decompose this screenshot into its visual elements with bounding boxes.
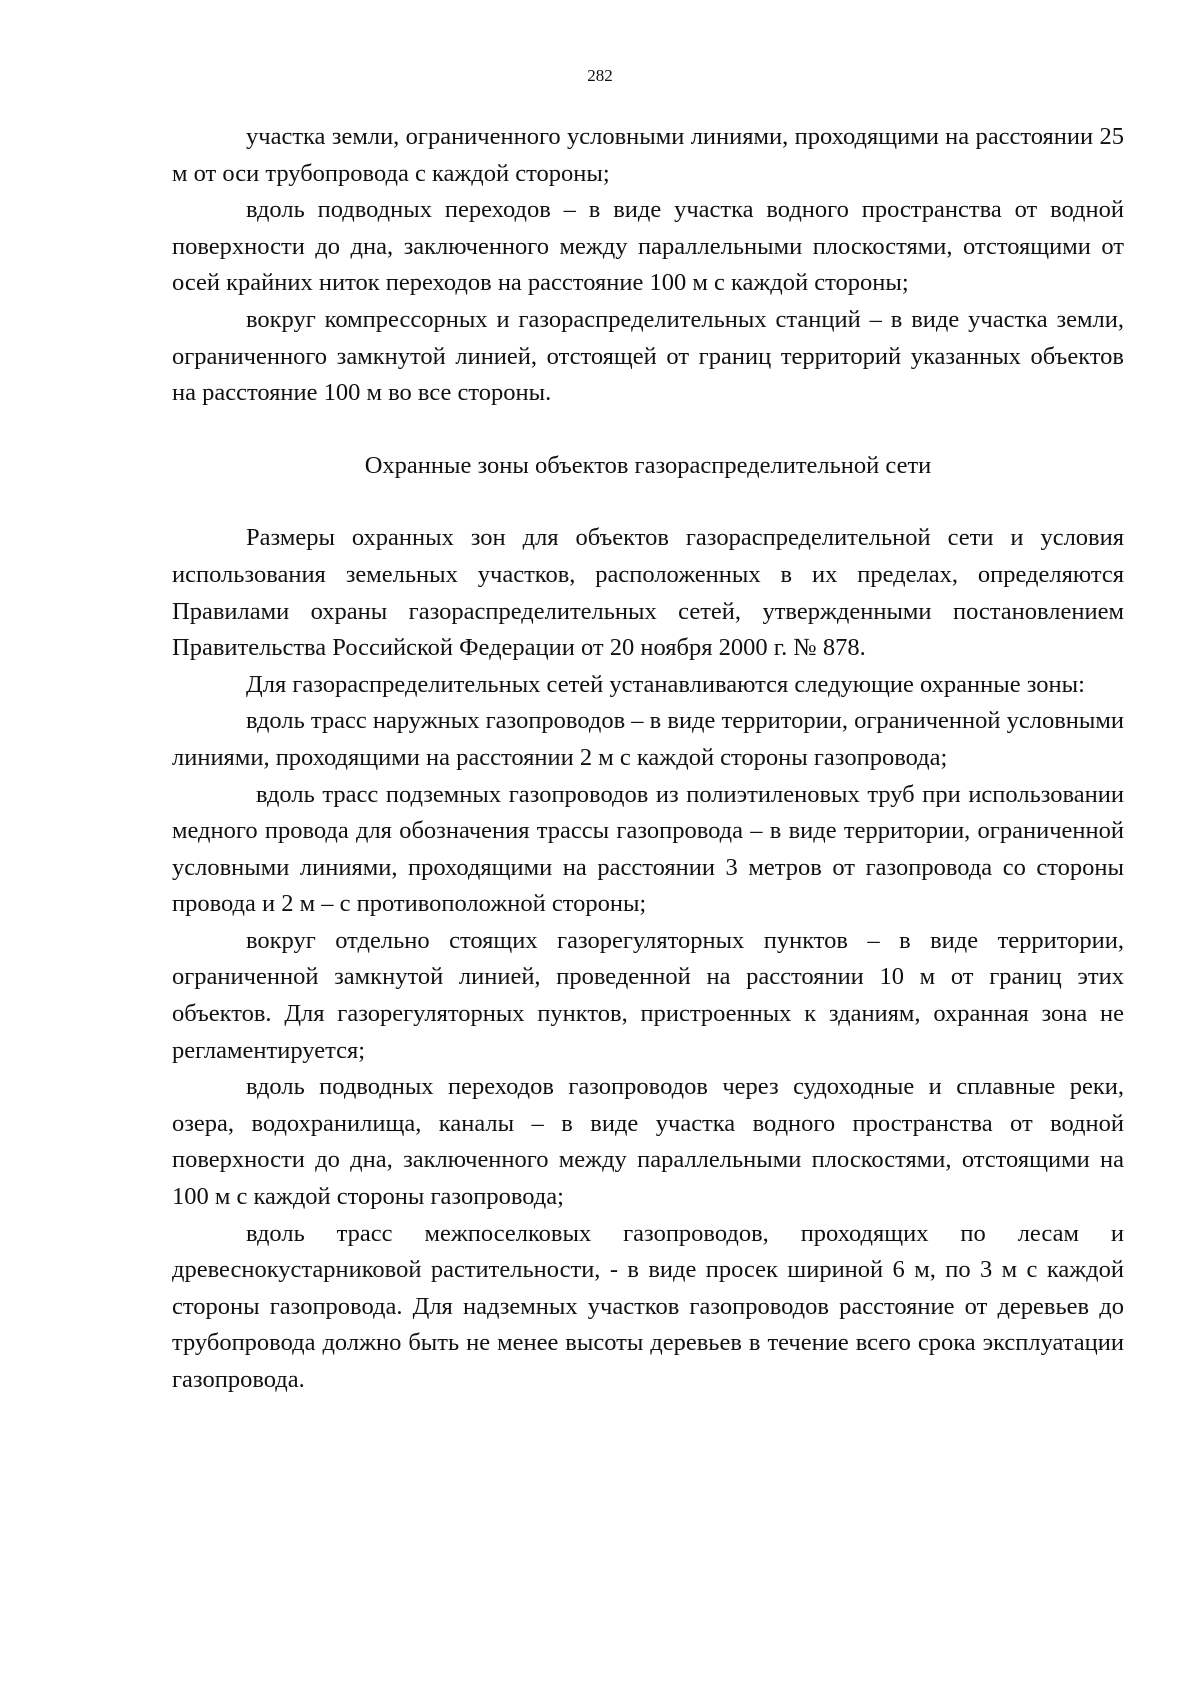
page-body (172, 119, 1124, 1399)
paragraph-zone-sizes: Размеры охранных зон для объектов газораспределительной сети и условия использования земельных участков, расположенных в их пределах, определяются Правилами охраны газораспределительных сетей, утвержденными постановлением Правительства Российской Федерации от 20 ноября 2000 г. № 878. (172, 524, 1124, 662)
paragraph-external-pipelines: вдоль трасс наружных газопроводов – в виде территории, ограниченной условными линиями, проходящими на расстоянии 2 м с каждой стороны газопровода; (172, 707, 1124, 771)
paragraph-pipeline-land-strip: участка земли, ограниченного условными линиями, проходящими на расстоянии 25 м от оси трубопровода с каждой стороны; (172, 123, 1124, 187)
section-heading: Охранные зоны объектов газораспределительной сети (364, 451, 932, 479)
paragraph-zones-intro: Для газораспределительных сетей устанавливаются следующие охранные зоны: (246, 670, 1085, 698)
paragraph-underwater-crossings: вдоль подводных переходов – в виде участка водного пространства от водной поверхности до дна, заключенного между параллельными плоскостями, отстоящими от осей крайних ниток переходов на расстояние 100 м с каждой стороны; (172, 196, 1124, 297)
page-number: 282 (587, 66, 613, 85)
paragraph-polyethylene-pipelines: вдоль трасс подземных газопроводов из полиэтиленовых труб при использовании медного провода для обозначения трассы газопровода – в виде территории, ограниченной условными линиями, проходящими на расстоянии 3 метров от газопровода со стороны провода и 2 м – с противоположной стороны; (172, 780, 1124, 918)
paragraph-compressor-stations: вокруг компрессорных и газораспределительных станций – в виде участка земли, ограниченного замкнутой линией, отстоящей от границ территорий указанных объектов на расстояние 100 м во все стороны. (172, 305, 1124, 407)
paragraph-river-crossings: вдоль подводных переходов газопроводов через судоходные и сплавные реки, озера, водохранилища, каналы – в виде участка водного пространства от водной поверхности до дна, заключенного между параллельными плоскостями, отстоящими на 100 м с каждой стороны газопровода; (172, 1073, 1124, 1211)
paragraph-forest-pipelines: вдоль трасс межпоселковых газопроводов, проходящих по лесам и древеснокустарниковой растительности, - в виде просек шириной 6 м, по 3 м с каждой стороны газопровода. Для надземных участков газопроводов расстояние от деревьев до трубопровода должно быть не менее высоты деревьев в течение всего срока эксплуатации газопровода. (172, 1219, 1124, 1393)
paragraph-regulator-points: вокруг отдельно стоящих газорегуляторных пунктов – в виде территории, ограниченной замкнутой линией, проведенной на расстоянии 10 м от границ этих объектов. Для газорегуляторных пунктов, пристроенных к зданиям, охранная зона не регламентируется; (172, 926, 1124, 1064)
